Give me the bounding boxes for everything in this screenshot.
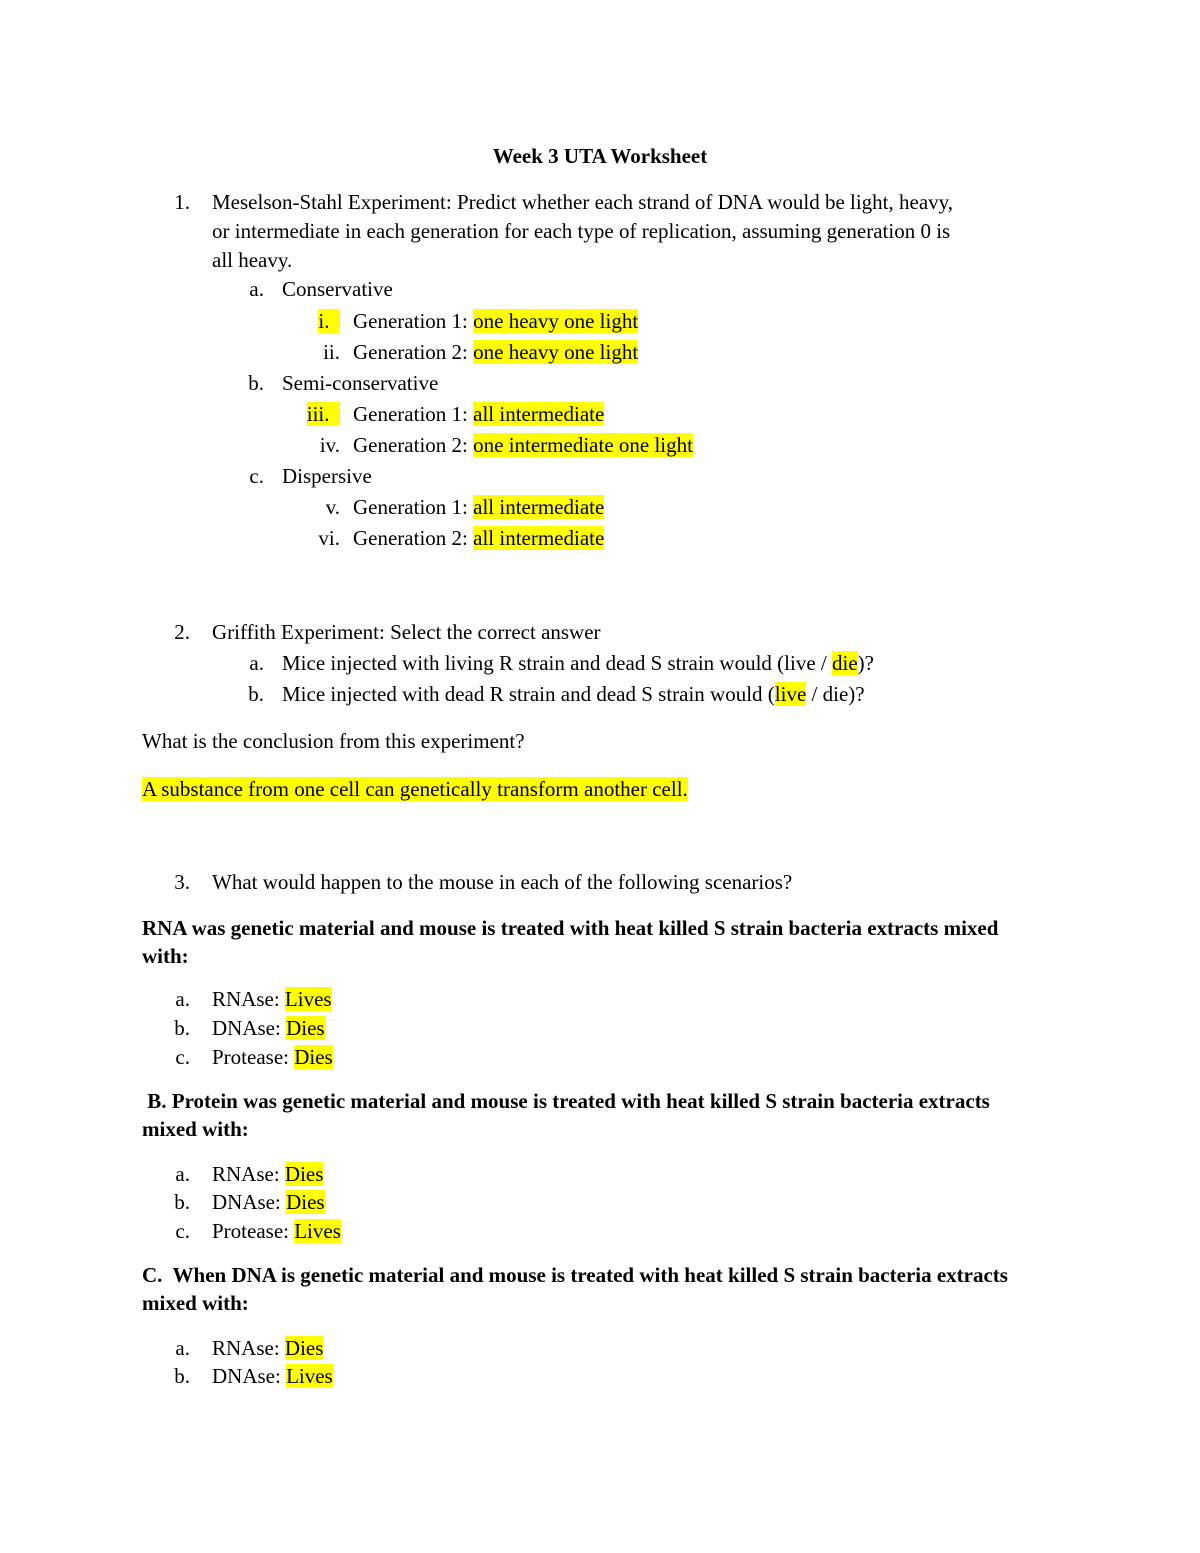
q3-s3-a	[212, 1335, 323, 1361]
q2-b-suffix: / die)?	[806, 682, 865, 706]
q1-part-b-marker: b.	[248, 371, 264, 395]
q1-item-v	[353, 494, 604, 520]
q2-conclusion-answer	[142, 776, 688, 802]
q3-s1-b-label: DNAse:	[212, 1016, 287, 1040]
q3-s2-b-label: DNAse:	[212, 1190, 287, 1214]
q3-s1-b-answer: Dies	[286, 1016, 325, 1040]
q3-s2-c-answer: Lives	[294, 1219, 341, 1243]
q1-item-iv-label: Generation 2:	[353, 433, 474, 457]
q1-part-c-label: Dispersive	[282, 464, 372, 488]
q1-prompt-line-2: or intermediate in each generation for each type of replication, assuming generation 0 is	[212, 219, 951, 243]
q1-item-iii-marker	[300, 401, 340, 427]
q3-scenario-2-heading-line-2: mixed with:	[142, 1117, 249, 1141]
q2-prompt: Griffith Experiment: Select the correct answer	[212, 620, 601, 644]
q3-s2-b	[212, 1189, 325, 1215]
q3-s1-a	[212, 986, 332, 1012]
q2-number: 2.	[174, 620, 190, 644]
q1-item-v-answer: all intermediate	[473, 495, 605, 519]
q3-s1-c-label: Protease:	[212, 1045, 295, 1069]
q3-s2-b-answer: Dies	[286, 1190, 325, 1214]
q3-s2-b-marker: b.	[174, 1190, 190, 1214]
q1-item-i-answer: one heavy one light	[473, 309, 639, 333]
q3-s1-b	[212, 1015, 325, 1041]
q3-s3-a-marker: a.	[175, 1336, 190, 1360]
q3-s3-b-answer: Lives	[286, 1364, 333, 1388]
q1-item-i-label: Generation 1:	[353, 309, 474, 333]
q1-prompt-line-1: Meselson-Stahl Experiment: Predict whether each strand of DNA would be light, heavy,	[212, 190, 954, 214]
q1-item-ii-answer: one heavy one light	[473, 340, 639, 364]
page-title: Week 3 UTA Worksheet	[492, 144, 708, 168]
q3-s3-b-label: DNAse:	[212, 1364, 287, 1388]
q1-part-b-label: Semi-conservative	[282, 371, 439, 395]
q2-a	[282, 650, 874, 676]
q1-part-a-label: Conservative	[282, 277, 393, 301]
q1-item-i-marker-text: i.	[318, 309, 330, 333]
q3-s2-c-label: Protease:	[212, 1219, 295, 1243]
q2-conclusion-answer-text: A substance from one cell can genetically transform another cell.	[142, 777, 688, 801]
q3-s2-a-label: RNAse:	[212, 1162, 285, 1186]
q3-s2-a-answer: Dies	[284, 1162, 324, 1186]
q1-number: 1.	[174, 190, 190, 214]
q1-item-iii-answer: all intermediate	[473, 402, 605, 426]
q3-s3-a-label: RNAse:	[212, 1336, 285, 1360]
q2-a-marker: a.	[249, 651, 264, 675]
q1-part-a-marker: a.	[249, 277, 264, 301]
q3-prompt: What would happen to the mouse in each of the following scenarios?	[212, 870, 793, 894]
q3-scenario-1-heading-line-2: with:	[142, 944, 189, 968]
q1-part-c-marker: c.	[249, 464, 264, 488]
q1-item-vi	[353, 525, 604, 551]
q1-item-iii	[353, 401, 604, 427]
q3-s2-a	[212, 1161, 323, 1187]
q1-item-i	[353, 308, 638, 334]
q2-a-text: Mice injected with living R strain and dead S strain would (live /	[282, 651, 832, 675]
q1-item-iii-marker-text: iii.	[306, 402, 330, 426]
q3-s2-a-marker: a.	[175, 1162, 190, 1186]
q3-scenario-1-heading-line-1: RNA was genetic material and mouse is treated with heat killed S strain bacteria extracts mixed	[142, 916, 999, 940]
q3-scenario-3-heading-line-1: C. When DNA is genetic material and mouse is treated with heat killed S strain bacteria extracts	[142, 1263, 1008, 1287]
q2-b-answer: live	[774, 682, 807, 706]
q3-s1-b-marker: b.	[174, 1016, 190, 1040]
q3-scenario-3-heading-line-2: mixed with:	[142, 1291, 249, 1315]
q3-s3-b-marker: b.	[174, 1364, 190, 1388]
q1-item-ii-marker: ii.	[323, 340, 340, 364]
q1-item-v-marker: v.	[325, 495, 340, 519]
q1-item-v-label: Generation 1:	[353, 495, 474, 519]
q1-item-iv	[353, 432, 693, 458]
q2-a-answer: die	[831, 651, 858, 675]
q3-s2-c-marker: c.	[175, 1219, 190, 1243]
q3-s1-a-answer: Lives	[284, 987, 332, 1011]
q1-item-vi-label: Generation 2:	[353, 526, 474, 550]
q1-item-ii	[353, 339, 638, 365]
q2-b	[282, 681, 865, 707]
q1-item-iv-answer: one intermediate one light	[473, 433, 693, 457]
q1-item-ii-label: Generation 2:	[353, 340, 474, 364]
q3-s1-c-marker: c.	[175, 1045, 190, 1069]
q1-prompt-line-3: all heavy.	[212, 248, 293, 272]
q3-s3-b	[212, 1363, 333, 1389]
q2-b-marker: b.	[248, 682, 264, 706]
q2-b-text: Mice injected with dead R strain and dead S strain would (	[282, 682, 775, 706]
q3-s1-a-label: RNAse:	[212, 987, 285, 1011]
q3-scenario-2-heading-line-1: B. Protein was genetic material and mouse is treated with heat killed S strain bacteria extracts	[142, 1089, 990, 1113]
q3-s2-c	[212, 1218, 341, 1244]
q3-s1-c	[212, 1044, 333, 1070]
q1-item-i-marker	[300, 308, 340, 334]
q1-item-vi-answer: all intermediate	[473, 526, 605, 550]
q1-item-iii-label: Generation 1:	[353, 402, 474, 426]
q1-item-iv-marker: iv.	[319, 433, 340, 457]
q2-a-suffix: )?	[857, 651, 874, 675]
q3-s1-c-answer: Dies	[294, 1045, 333, 1069]
q2-conclusion-question: What is the conclusion from this experiment?	[142, 729, 525, 753]
q1-item-vi-marker: vi.	[318, 526, 340, 550]
q3-s3-a-answer: Dies	[284, 1336, 324, 1360]
q3-number: 3.	[174, 870, 190, 894]
q3-s1-a-marker: a.	[175, 987, 190, 1011]
